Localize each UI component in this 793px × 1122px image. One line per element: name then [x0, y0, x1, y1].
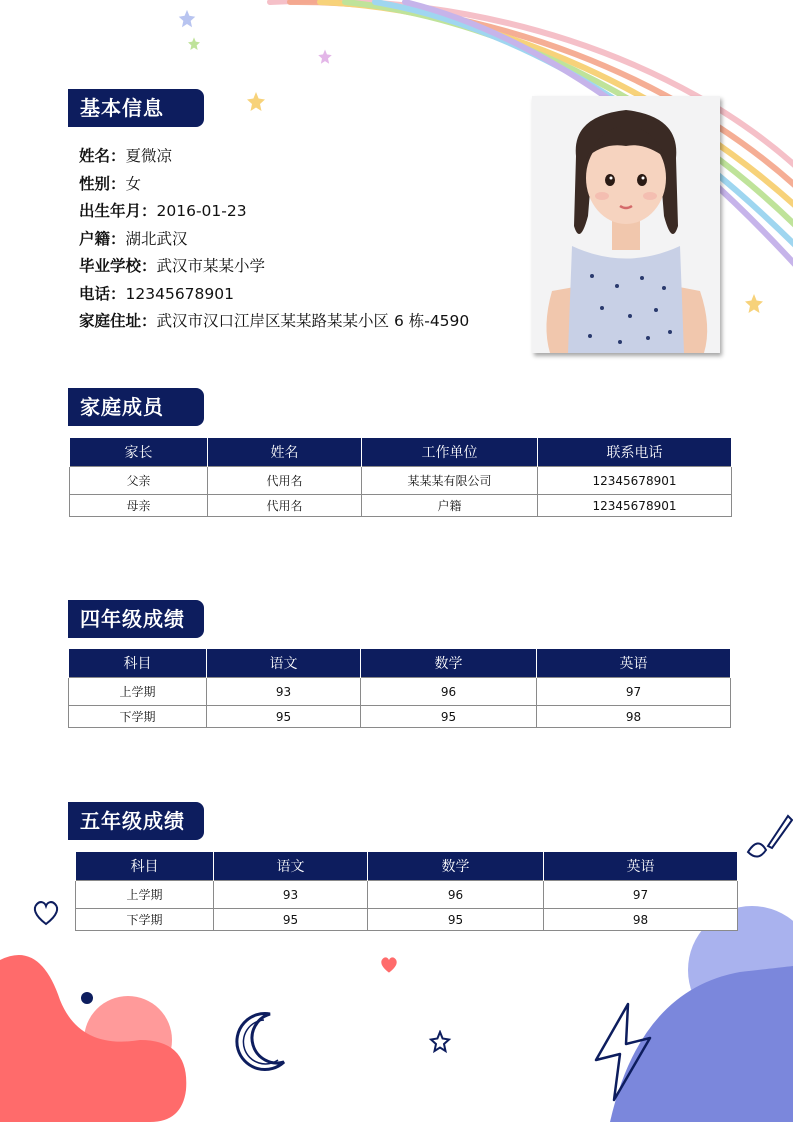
table-cell: 95: [207, 706, 361, 728]
section-title-grade5: 五年级成绩: [68, 802, 204, 840]
grade4-table: [68, 648, 731, 728]
column-header: 联系电话: [538, 438, 732, 467]
column-header: 姓名: [208, 438, 362, 467]
grade5-table: [75, 851, 738, 931]
table-cell: 代用名: [208, 467, 362, 495]
table-cell: 93: [214, 881, 368, 909]
column-header: 数学: [361, 649, 537, 678]
column-header: 语文: [214, 852, 368, 881]
info-row-school: 毕业学校：武汉市某某小学: [79, 257, 266, 275]
column-header: 科目: [69, 649, 207, 678]
table-cell: 95: [368, 909, 544, 931]
table-cell: 户籍: [362, 495, 538, 517]
info-row-gender: 性别：女: [79, 174, 142, 193]
table-cell: 98: [544, 909, 738, 931]
info-row-hukou: 户籍：湖北武汉: [79, 229, 188, 248]
section-title-family: 家庭成员: [68, 388, 204, 426]
table-cell: 父亲: [70, 467, 208, 495]
table-cell: 97: [544, 881, 738, 909]
column-header: 数学: [368, 852, 544, 881]
table-header-row: [70, 438, 732, 467]
table-cell: 97: [537, 678, 731, 706]
column-header: 英语: [544, 852, 738, 881]
table-cell: 下学期: [76, 909, 214, 931]
section-title-grade4: 四年级成绩: [68, 600, 204, 638]
table-cell: 代用名: [208, 495, 362, 517]
star-icon: [742, 292, 766, 316]
table-row: [70, 495, 732, 517]
column-header: 工作单位: [362, 438, 538, 467]
table-cell: 12345678901: [538, 467, 732, 495]
table-cell: 96: [361, 678, 537, 706]
table-cell: 母亲: [70, 495, 208, 517]
heart-icon: [379, 956, 399, 974]
star-icon: [176, 8, 198, 30]
star-icon: [244, 90, 268, 114]
table-header-row: [76, 852, 738, 881]
table-cell: 95: [361, 706, 537, 728]
pen-icon: [746, 806, 793, 862]
lightning-icon: [592, 1002, 654, 1102]
column-header: 科目: [76, 852, 214, 881]
table-cell: 95: [214, 909, 368, 931]
table-cell: 下学期: [69, 706, 207, 728]
basic-info-list: [79, 143, 469, 336]
table-cell: 12345678901: [538, 495, 732, 517]
star-icon: [186, 36, 202, 52]
table-row: [70, 467, 732, 495]
info-row-name: 姓名：夏微凉: [79, 147, 173, 165]
profile-photo: [532, 96, 720, 353]
table-cell: 上学期: [69, 678, 207, 706]
star-icon: [428, 1030, 452, 1054]
column-header: 语文: [207, 649, 361, 678]
table-row: [69, 678, 731, 706]
table-row: [76, 909, 738, 931]
moon-icon: [230, 1010, 288, 1074]
table-row: [76, 881, 738, 909]
table-cell: 96: [368, 881, 544, 909]
family-table: [69, 437, 732, 517]
table-cell: 98: [537, 706, 731, 728]
star-icon: [316, 48, 334, 66]
table-cell: 某某某有限公司: [362, 467, 538, 495]
column-header: 英语: [537, 649, 731, 678]
table-cell: 93: [207, 678, 361, 706]
table-cell: 上学期: [76, 881, 214, 909]
section-title-basic: 基本信息: [68, 89, 204, 127]
info-row-address: 家庭住址：武汉市汉口江岸区某某路某某小区 6 栋-4590: [79, 312, 470, 330]
info-row-birth: 出生年月：2016-01-23: [79, 202, 247, 220]
column-header: 家长: [70, 438, 208, 467]
table-header-row: [69, 649, 731, 678]
info-row-phone: 电话：12345678901: [79, 284, 234, 303]
table-row: [69, 706, 731, 728]
heart-icon: [32, 900, 60, 926]
